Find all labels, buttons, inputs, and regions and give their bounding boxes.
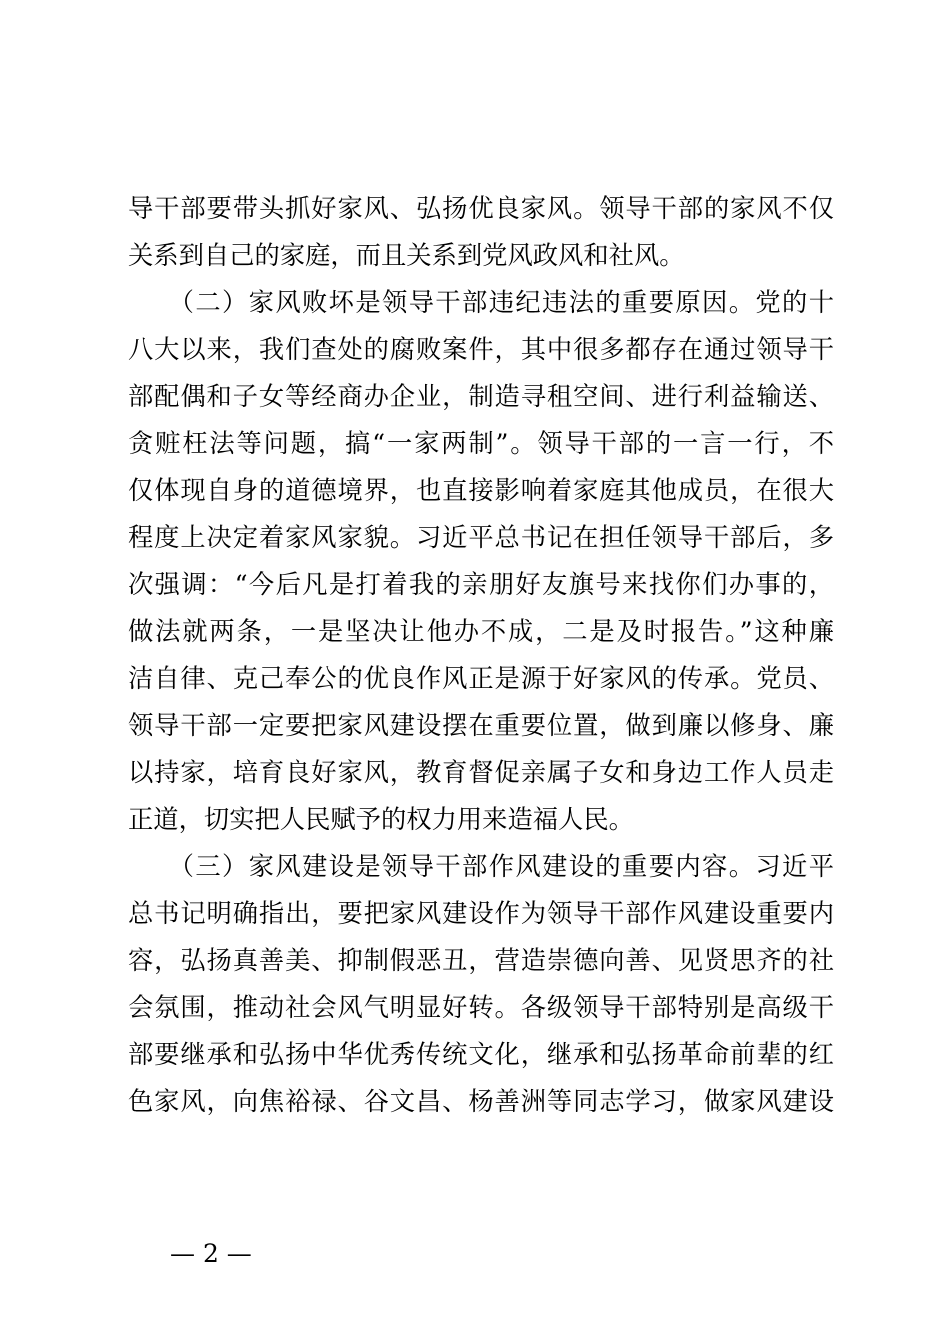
text-line: 部配偶和子女等经商办企业，制造寻租空间、进行利益输送、 xyxy=(128,382,834,411)
text-line: 会氛围，推动社会风气明显好转。各级领导干部特别是高级干 xyxy=(128,993,834,1022)
text-line: 容，弘扬真善美、抑制假恶丑，营造崇德向善、见贤思齐的社 xyxy=(128,946,834,975)
page-number: — 2 — xyxy=(170,1239,252,1268)
text-line: 领导干部一定要把家风建设摆在重要位置，做到廉以修身、廉 xyxy=(128,711,834,740)
text-line: （二）家风败坏是领导干部违纪违法的重要原因。党的十 xyxy=(128,288,834,317)
text-line: 洁自律、克己奉公的优良作风正是源于好家风的传承。党员、 xyxy=(128,664,834,693)
text-line: 八大以来，我们查处的腐败案件，其中很多都存在通过领导干 xyxy=(128,335,834,364)
text-line: 贪赃枉法等问题，搞“一家两制”。领导干部的一言一行，不 xyxy=(128,429,834,458)
text-line: 关系到自己的家庭，而且关系到党风政风和社风。 xyxy=(128,241,685,270)
text-line: 正道，切实把人民赋予的权力用来造福人民。 xyxy=(128,805,634,834)
text-line: 色家风，向焦裕禄、谷文昌、杨善洲等同志学习，做家风建设 xyxy=(128,1087,834,1116)
text-line: 做法就两条，一是坚决让他办不成，二是及时报告。”这种廉 xyxy=(128,617,834,646)
text-line: 次强调：“今后凡是打着我的亲朋好友旗号来找你们办事的， xyxy=(128,570,834,599)
text-line: 程度上决定着家风家貌。习近平总书记在担任领导干部后，多 xyxy=(128,523,834,552)
text-line: 以持家，培育良好家风，教育督促亲属子女和身边工作人员走 xyxy=(128,758,834,787)
text-line: 总书记明确指出，要把家风建设作为领导干部作风建设重要内 xyxy=(128,899,834,928)
text-line: 导干部要带头抓好家风、弘扬优良家风。领导干部的家风不仅 xyxy=(128,194,834,223)
text-line: 部要继承和弘扬中华优秀传统文化，继承和弘扬革命前辈的红 xyxy=(128,1040,834,1069)
text-line: （三）家风建设是领导干部作风建设的重要内容。习近平 xyxy=(128,852,834,881)
text-line: 仅体现自身的道德境界，也直接影响着家庭其他成员，在很大 xyxy=(128,476,834,505)
